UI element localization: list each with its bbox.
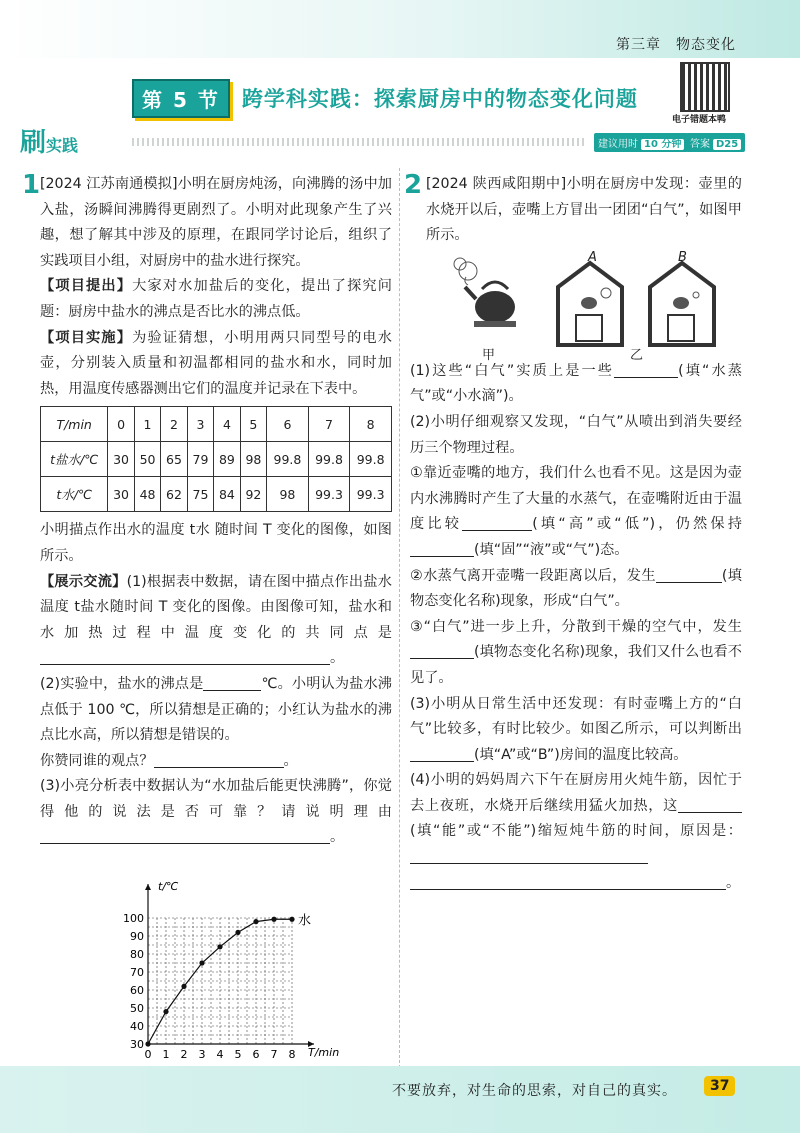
table-row bbox=[41, 477, 392, 512]
table-cell: 3 bbox=[187, 407, 213, 442]
q2-step-2: ②水蒸气离开壶嘴一段距离以后，发生 (填物态变化名称)现象，形成“白气”。 bbox=[410, 567, 742, 610]
table-cell: 79 bbox=[187, 442, 213, 477]
series-label: 水 bbox=[298, 913, 312, 929]
answer-blank[interactable] bbox=[410, 642, 474, 659]
data-point bbox=[289, 917, 294, 922]
y-tick-label: 70 bbox=[130, 966, 144, 979]
table-cell: 2 bbox=[161, 407, 187, 442]
y-axis-label: t/℃ bbox=[158, 880, 179, 893]
answer-blank[interactable] bbox=[656, 566, 722, 583]
figure-label-a: A bbox=[588, 249, 597, 265]
y-axis-arrow bbox=[145, 884, 151, 890]
x-tick-label: 0 bbox=[144, 1048, 152, 1058]
kettle-illustration bbox=[410, 249, 740, 359]
x-tick-label: 2 bbox=[180, 1048, 188, 1058]
y-tick-label: 30 bbox=[130, 1038, 144, 1051]
y-tick-label: 50 bbox=[130, 1002, 144, 1015]
answer-blank[interactable] bbox=[410, 847, 648, 864]
question-number-1: 1 bbox=[22, 170, 41, 200]
y-tick-label: 100 bbox=[123, 912, 144, 925]
table-cell: 62 bbox=[161, 477, 187, 512]
practice-heading bbox=[20, 122, 78, 159]
q1-graph-note: 小明描点作出水的温度 t水 随时间 T 变化的图像，如图所示。 bbox=[40, 522, 392, 564]
x-tick-label: 4 bbox=[216, 1048, 224, 1058]
question-2 bbox=[410, 172, 742, 896]
y-tick-label: 40 bbox=[130, 1020, 144, 1033]
practice-sub: 实践 bbox=[46, 136, 79, 155]
qr-caption: 电子错题本鸭 bbox=[672, 115, 727, 125]
table-cell: 99.8 bbox=[267, 442, 309, 477]
table-cell: 7 bbox=[308, 407, 350, 442]
answer-blank[interactable] bbox=[614, 361, 678, 378]
q1-project-proposal: 【项目提出】大家对水加盐后的变化，提出了探究问题：厨房中盐水的沸点是否比水的沸点低。 bbox=[40, 278, 392, 320]
q1-intro: [2024 江苏南通模拟]小明在厨房炖汤，向沸腾的汤中加入盐，汤瞬间沸腾得更剧烈了。小明对此现象产生了兴趣，想了解其中涉及的原理，在跟同学讨论后，组织了实践项目小组，对厨房中的盐水进行探究。 bbox=[40, 176, 392, 269]
q2-step-3: ③“白气”进一步上升，分散到干燥的空气中，发生(填物态变化名称)现象，我们又什么也看不见了。 bbox=[410, 618, 742, 686]
table-cell: T/min bbox=[41, 407, 108, 442]
data-point bbox=[163, 1009, 168, 1014]
figure-label-b: B bbox=[678, 249, 687, 265]
x-tick-label: 8 bbox=[288, 1048, 296, 1058]
answer-blank[interactable] bbox=[678, 796, 742, 813]
table-cell: 1 bbox=[134, 407, 160, 442]
temperature-time-chart bbox=[112, 878, 352, 1058]
q1-project-implementation: 【项目实施】为验证猜想，小明用两只同型号的电水壶，分别装入质量和初温都相同的盐水和水，同时加热，用温度传感器测出它们的温度并记录在下表中。 bbox=[40, 329, 392, 397]
q1-part-2: (2)实验中，盐水的沸点是 ℃。小明认为盐水沸点低于 100 ℃，所以猜想是正确的；小红认为盐水的沸点比水高，所以猜想是错误的。 bbox=[40, 675, 392, 744]
data-point bbox=[271, 917, 276, 922]
data-point bbox=[145, 1041, 150, 1046]
x-tick-label: 5 bbox=[234, 1048, 242, 1058]
q2-part-2: (2)小明仔细观察又发现，“白气”从喷出到消失要经历三个物理过程。 bbox=[410, 413, 742, 456]
suggested-time-badge: 建议用时 10 分钟 bbox=[594, 133, 688, 152]
table-cell: 99.3 bbox=[308, 477, 350, 512]
table-cell: t盐水/℃ bbox=[41, 442, 108, 477]
table-row bbox=[41, 442, 392, 477]
footer-motto: 不要放弃，对生命的思索，对自己的真实。 bbox=[392, 1083, 677, 1099]
section-badge: 第 5 节 bbox=[132, 79, 230, 118]
table-cell: 99.8 bbox=[308, 442, 350, 477]
table-cell: 8 bbox=[350, 407, 392, 442]
table-cell: 6 bbox=[267, 407, 309, 442]
table-cell: 75 bbox=[187, 477, 213, 512]
q2-part-3: (3)小明从日常生活中还发现：有时壶嘴上方的“白气”比较多，有时比较少。如图乙所示，可以判断出(填“A”或“B”)房间的温度比较高。 bbox=[410, 695, 742, 763]
chapter-label: 第三章 物态变化 bbox=[616, 37, 736, 53]
table-cell: 50 bbox=[134, 442, 160, 477]
q1-opinion: 你赞同谁的观点？ 。 bbox=[40, 752, 298, 769]
answer-blank[interactable] bbox=[410, 745, 474, 762]
answer-blank[interactable] bbox=[462, 514, 532, 531]
table-cell: 30 bbox=[108, 477, 134, 512]
table-cell: 5 bbox=[240, 407, 266, 442]
q1-part-3: (3)小亮分析表中数据认为“水加盐后能更快沸腾”，你觉得他的说法是否可靠？请说明理由。 bbox=[40, 778, 392, 846]
kettle-figures bbox=[410, 249, 742, 363]
answer-blank[interactable] bbox=[410, 540, 474, 557]
section-title-row bbox=[132, 80, 638, 116]
data-table bbox=[40, 406, 392, 512]
q2-part-1: (1)这些“白气”实质上是一些 (填“水蒸气”或“小水滴”)。 bbox=[410, 362, 742, 405]
question-1 bbox=[40, 172, 392, 851]
table-cell: 98 bbox=[267, 477, 309, 512]
answer-badge: 答案 D25 bbox=[686, 133, 745, 152]
section-title: 跨学科实践：探索厨房中的物态变化问题 bbox=[241, 87, 638, 111]
table-row bbox=[41, 407, 392, 442]
figure-caption-jia: 甲 bbox=[482, 347, 496, 363]
practice-label: 刷 bbox=[20, 128, 47, 158]
table-cell: 65 bbox=[161, 442, 187, 477]
table-cell: 4 bbox=[214, 407, 240, 442]
table-cell: t水/℃ bbox=[41, 477, 108, 512]
data-point bbox=[199, 960, 204, 965]
x-axis-label: T/min bbox=[308, 1046, 340, 1058]
answer-blank[interactable] bbox=[410, 873, 726, 890]
q1-presentation: 【展示交流】(1)根据表中数据，请在图中描点作出盐水温度 t盐水随时间 T 变化的图像。由图像可知，盐水和水加热过程中温度变化的共同点是。 bbox=[40, 573, 392, 667]
column-divider bbox=[399, 168, 400, 1068]
x-tick-label: 7 bbox=[270, 1048, 278, 1058]
table-cell: 0 bbox=[108, 407, 134, 442]
answer-blank[interactable] bbox=[40, 648, 330, 665]
y-tick-label: 80 bbox=[130, 948, 144, 961]
dotted-rule bbox=[132, 138, 587, 146]
answer-blank[interactable] bbox=[203, 674, 261, 691]
q2-part-4: (4)小明的妈妈周六下午在厨房用火炖牛筋，因忙于去上夜班，水烧开后继续用猛火加热，这(填“能”或“不能”)缩短炖牛筋的时间，原因是： 。 bbox=[410, 772, 742, 891]
q2-intro: [2024 陕西咸阳期中]小明在厨房中发现：壶里的水烧开以后，壶嘴上方冒出一团团“白气”，如图甲所示。 bbox=[426, 176, 742, 244]
y-tick-label: 90 bbox=[130, 930, 144, 943]
table-cell: 84 bbox=[214, 477, 240, 512]
q2-step-1: ①靠近壶嘴的地方，我们什么也看不见。这是因为壶内水沸腾时产生了大量的水蒸气，在壶嘴附近由于温度比较 (填“高”或“低”)，仍然保持(填“固”“液”或“气”)态。 bbox=[410, 465, 742, 558]
series-line bbox=[148, 919, 292, 1044]
table-cell: 99.3 bbox=[350, 477, 392, 512]
data-point bbox=[181, 984, 186, 989]
data-point bbox=[253, 919, 258, 924]
table-cell: 98 bbox=[240, 442, 266, 477]
data-point bbox=[217, 944, 222, 949]
qr-code-icon[interactable] bbox=[680, 62, 730, 112]
question-number-2: 2 bbox=[404, 170, 423, 200]
table-cell: 99.8 bbox=[350, 442, 392, 477]
x-tick-label: 3 bbox=[198, 1048, 206, 1058]
answer-blank[interactable] bbox=[154, 751, 284, 768]
data-point bbox=[235, 930, 240, 935]
table-cell: 92 bbox=[240, 477, 266, 512]
table-cell: 89 bbox=[214, 442, 240, 477]
y-tick-label: 60 bbox=[130, 984, 144, 997]
table-cell: 48 bbox=[134, 477, 160, 512]
x-tick-label: 1 bbox=[162, 1048, 170, 1058]
table-cell: 30 bbox=[108, 442, 134, 477]
x-tick-label: 6 bbox=[252, 1048, 260, 1058]
answer-blank[interactable] bbox=[40, 827, 330, 844]
page-number: 37 bbox=[704, 1076, 735, 1096]
figure-caption-yi: 乙 bbox=[630, 347, 644, 363]
